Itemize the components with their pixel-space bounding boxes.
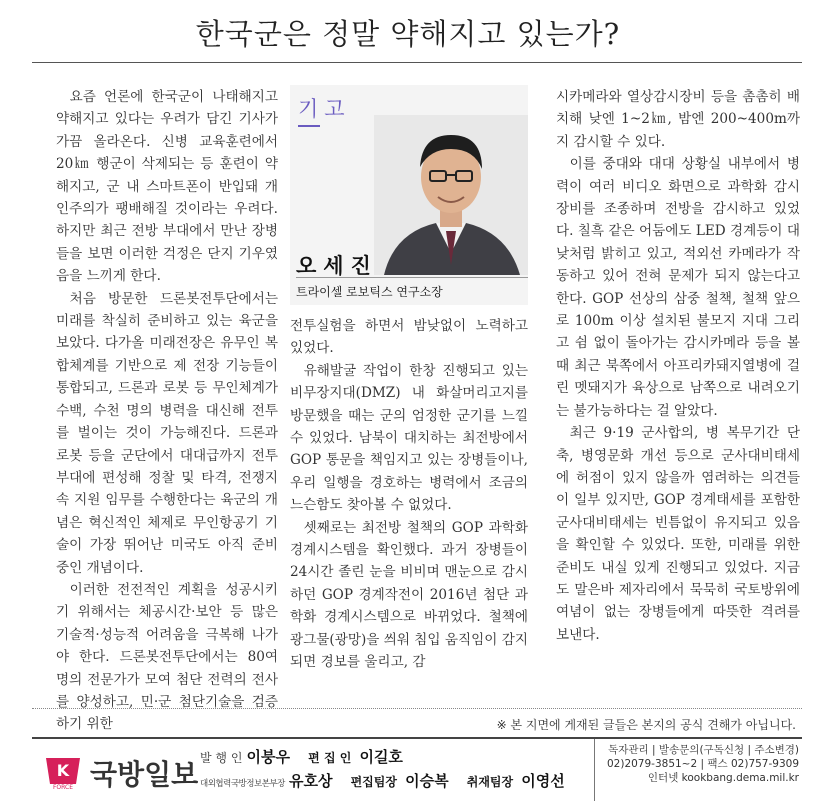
credit-role: 편 집 인 <box>308 751 352 765</box>
contact-website[interactable]: 인터넷 kookbang.dema.mil.kr <box>647 772 799 784</box>
author-name: 오세진 <box>296 254 378 278</box>
paragraph: 최근 9·19 군사합의, 병 복무기간 단축, 병영문화 개선 등으로 군사대비태세에 허점이 있지 않을까 염려하는 의견들이 일부 있지만, GOP 경계태세를 포함한 군사대비태세는 빈틈없이 유지되고 있음을 확인할 수 있었다. 또한, 미래를 위한 준비도 내실 있게 진행되고 있었다. 지금도 말은바 제자리에서 묵묵히 국토방위에 여념이 없는 장병들에게 따뜻한 격려를 보낸다. <box>556 425 800 643</box>
contact-line: 독자관리 | 발송문의(구독신청 | 주소변경) <box>608 744 799 756</box>
logo-badge-letter: K <box>56 761 70 780</box>
contributor-box <box>290 85 528 305</box>
credits-row-1 <box>200 745 579 769</box>
footer-divider <box>32 708 802 709</box>
article-column-1 <box>56 86 278 736</box>
credit-name: 유호상 <box>288 772 333 790</box>
author-portrait-image <box>374 115 528 275</box>
paragraph: 시카메라와 열상감시장비 등을 촘촘히 배치해 낮엔 1~2㎞, 밤엔 200~400m까지 감시할 수 있다. <box>556 89 800 150</box>
contact-info <box>594 739 803 801</box>
contact-line: 02)2079-3851~2 | 팩스 02)757-9309 <box>606 758 799 770</box>
article-column-3 <box>556 86 800 646</box>
logo-badge-sub: FORCE <box>52 784 74 790</box>
section-label-rule <box>298 125 320 127</box>
author-rule <box>296 277 528 278</box>
paragraph: 유해발굴 작업이 한창 진행되고 있는 비무장지대(DMZ) 내 화살머리고지를 방문했을 때는 군의 엄정한 군기를 느낄 수 있었다. 남북이 대치하는 최전방에서 GOP 통문을 책임지고 있는 장병들이나, 우리 일행을 경호하는 병력에서 조금의 느슨함도 찾아볼 수 없었다. <box>290 362 528 514</box>
paragraph: 이를 중대와 대대 상황실 내부에서 병력이 여러 비디오 화면으로 과학화 감시장비를 조종하며 전방을 감시하고 있었다. 칠흑 같은 어둠에도 LED 경계등이 대낮처럼 밝히고 있고, 적외선 카메라가 작동하고 있어 전혀 문제가 되지 않는다고 한다. GOP 선상의 삼중 철책, 철책 앞으로 100m 이상 설치된 불모지 지대 그리고 쉼 없이 돌아가는 감시카메라 등을 볼 때 최근 북쪽에서 아프리카돼지열병에 걸린 멧돼지가 육상으로 남쪽으로 내려오기는 불가능하다는 걸 알았다. <box>556 156 800 419</box>
masthead-footer <box>32 737 802 797</box>
top-rule <box>32 62 802 63</box>
credits-row-2 <box>200 769 579 793</box>
credit-name: 이영선 <box>521 772 565 790</box>
paragraph: 셋째로는 최전방 철책의 GOP 과학화 경계시스템을 확인했다. 과거 장병들이 24시간 졸린 눈을 비비며 맨눈으로 감시하던 GOP 경계작전이 2016년 첨단 과학화 경계시스템으로 바뀌었다. 철책에 광그물(광망)을 씌워 침입 움직임이 감지되면 경보를 울리고, 감 <box>290 519 528 671</box>
paragraph: 요즘 언론에 한국군이 나태해지고 약해지고 있다는 우려가 담긴 기사가 가끔 올라온다. 신병 교육훈련에서 20㎞ 행군이 삭제되는 등 훈련이 약해지고, 군 내 스마트폰이 반입돼 개인주의가 팽배해질 것이라는 우려다. 하지만 최근 전방 부대에서 만난 장병들을 보면 이러한 걱정은 단지 기우였음을 느끼게 한다. <box>56 89 278 285</box>
credit-role: 발 행 인 <box>200 751 243 765</box>
section-label: 기고 <box>298 97 351 121</box>
paragraph: 전투실험을 하면서 밤낮없이 노력하고 있었다. <box>290 318 528 357</box>
credit-role: 대외협력국방정보본부장 <box>200 779 285 789</box>
credit-role: 편집팀장 <box>350 775 397 789</box>
paragraph: 이러한 전전적인 계획을 성공시키기 위해서는 체공시간·보안 등 많은 기술적·성능적 어려움을 극복해 나가야 한다. 드론봇전투단에서는 80여 명의 전문가가 모여 첨단 전력의 전사를 양성하고, 민·군 첨단기술을 검증하기 위한 <box>56 581 278 733</box>
credit-name: 이붕우 <box>246 748 291 766</box>
credit-name: 이길호 <box>359 748 403 766</box>
credit-name: 이승복 <box>405 772 449 790</box>
author-title: 트라이셀 로보틱스 연구소장 <box>296 285 443 299</box>
staff-credits <box>200 745 579 793</box>
kforce-logo-icon <box>42 754 84 790</box>
page-title: 한국군은 정말 약해지고 있는가? <box>195 17 621 51</box>
newspaper-logo: 국방일보 <box>90 758 199 791</box>
credit-role: 취재팀장 <box>466 775 514 789</box>
paragraph: 처음 방문한 드론봇전투단에서는 미래를 착실히 준비하고 있는 육군을 보았다. 다가올 미래전장은 유무인 복합체계를 기반으로 제 전장 기능들이 통합되고, 드론과 로봇 등 무인체계가 수백, 수천 명의 병력을 대신해 전투를 벌이는 것이 가능해진다. 드론과 로봇 등을 군단에서 대대급까지 전투부대에 편성해 정찰 및 타격, 전쟁지속 지원 임무를 수행한다는 육군의 개념은 혁신적인 체제로 무인항공기 기술이 가장 뛰어난 미국도 아직 준비 중인 개념이다. <box>56 290 278 576</box>
disclaimer-text: ※ 본 지면에 게재된 글들은 본지의 공식 견해가 아닙니다. <box>496 718 796 732</box>
article-column-2 <box>290 315 528 674</box>
